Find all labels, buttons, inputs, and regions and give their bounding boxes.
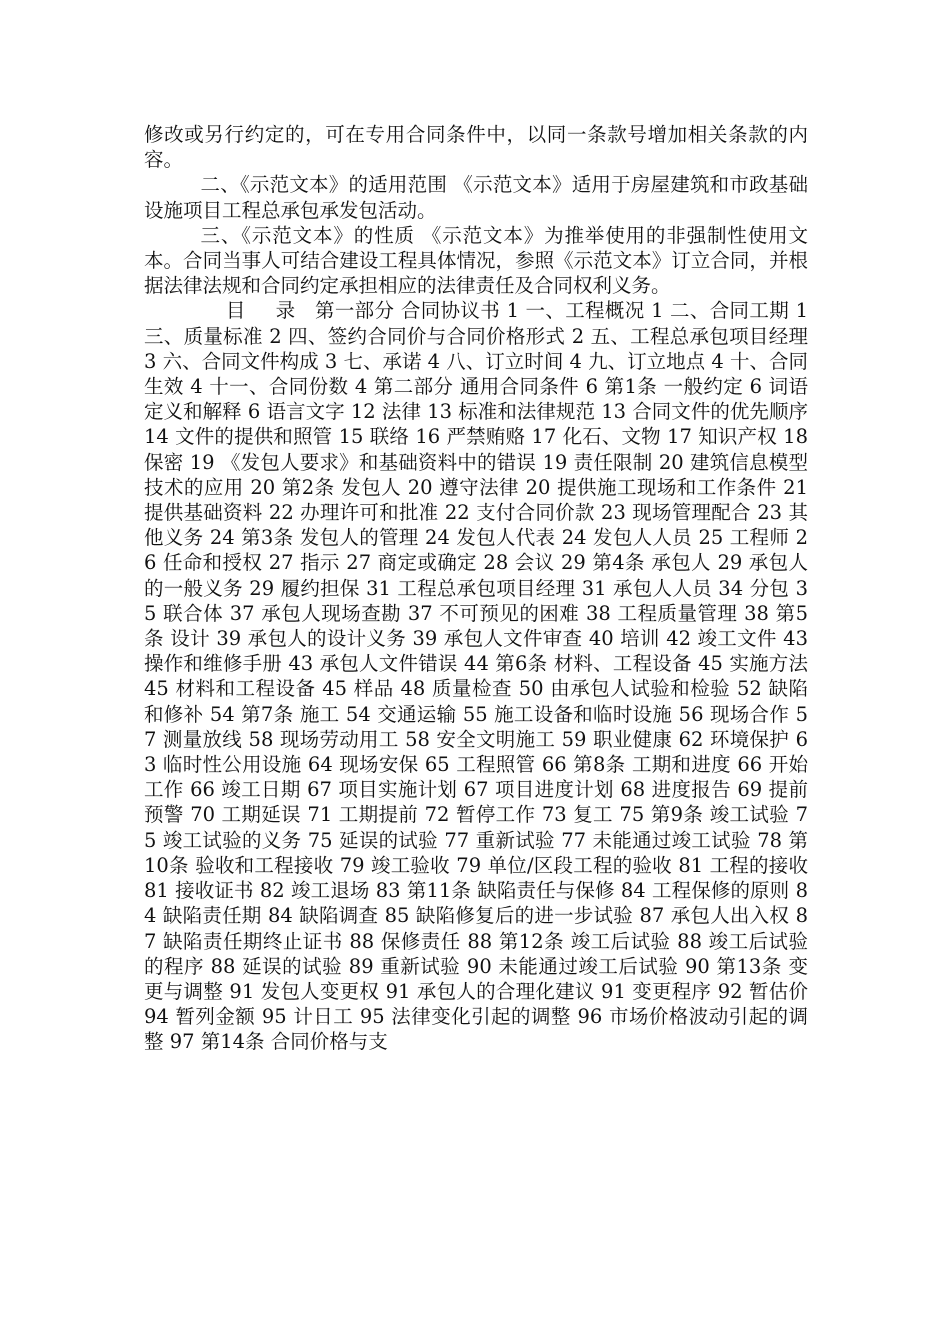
table-of-contents bbox=[144, 298, 808, 1054]
document-page bbox=[144, 122, 808, 1055]
toc-body: 第一部分 合同协议书 1 一、工程概况 1 二、合同工期 1 三、质量标准 2 四、签约合同价与合同价格形式 2 五、工程总承包项目经理 3 六、合同文件构成 3 七、承诺 4 八、订立时间 4 九、订立地点 4 十、合同生效 4 十一、合同份数 4 第二部分 通用合同条件 6 第1条 一般约定 6 词语定义和解释 6 语言文字 12 法律 13 标准和法律规范 13 合同文件的优先顺序 14 文件的提供和照管 15 联络 16 严禁贿赂 17 化石、文物 17 知识产权 18 保密 19 《发包人要求》和基础资料中的错误 19 责任限制 20 建筑信息模型技术的应用 20 第2条 发包人 20 遵守法律 20 提供施工现场和工作条件 21 提供基础资料 22 办理许可和批准 22 支付合同价款 23 现场管理配合 23 其他义务 24 第3条 发包人的管理 24 发包人代表 24 发包人人员 25 工程师 26 任命和授权 27 指示 27 商定或确定 28 会议 29 第4条 承包人 29 承包人的一般义务 29 履约担保 31 工程总承包项目经理 31 承包人人员 34 分包 35 联合体 37 承包人现场查勘 37 不可预见的困难 38 工程质量管理 38 第5条 设计 39 承包人的设计义务 39 承包人文件审查 40 培训 42 竣工文件 43 操作和维修手册 43 承包人文件错误 44 第6条 材料、工程设备 45 实施方法 45 材料和工程设备 45 样品 48 质量检查 50 由承包人试验和检验 52 缺陷和修补 54 第7条 施工 54 交通运输 55 施工设备和临时设施 56 现场合作 57 测量放线 58 现场劳动用工 58 安全文明施工 59 职业健康 62 环境保护 63 临时性公用设施 64 现场安保 65 工程照管 66 第8条 工期和进度 66 开始工作 66 竣工日期 67 项目实施计划 67 项目进度计划 68 进度报告 69 提前预警 70 工期延误 71 工期提前 72 暂停工作 73 复工 75 第9条 竣工试验 75 竣工试验的义务 75 延误的试验 77 重新试验 77 未能通过竣工试验 78 第10条 验收和工程接收 79 竣工验收 79 单位/区段工程的验收 81 工程的接收 81 接收证书 82 竣工退场 83 第11条 缺陷责任与保修 84 工程保修的原则 84 缺陷责任期 84 缺陷调查 85 缺陷修复后的进一步试验 87 承包人出入权 87 缺陷责任期终止证书 88 保修责任 88 第12条 竣工后试验 88 竣工后试验的程序 88 延误的试验 89 重新试验 90 未能通过竣工后试验 90 第13条 变更与调整 91 发包人变更权 91 承包人的合理化建议 91 变更程序 92 暂估价 94 暂列金额 95 计日工 95 法律变化引起的调整 96 市场价格波动引起的调整 97 第14条 合同价格与支 bbox=[144, 299, 808, 1054]
paragraph-continuation: 修改或另行约定的，可在专用合同条件中，以同一条款号增加相关条款的内容。 bbox=[144, 123, 808, 172]
paragraph-scope: 二、《示范文本》的适用范围 《示范文本》适用于房屋建筑和市政基础设施项目工程总承包承发包活动。 bbox=[144, 173, 808, 222]
paragraph-nature: 三、《示范文本》的性质 《示范文本》为推举使用的非强制性使用文本。合同当事人可结合建设工程具体情况，参照《示范文本》订立合同，并根据法律法规和合同约定承担相应的法律责任及合同权利义务。 bbox=[144, 223, 808, 298]
toc-heading: 目 录 bbox=[225, 299, 308, 323]
